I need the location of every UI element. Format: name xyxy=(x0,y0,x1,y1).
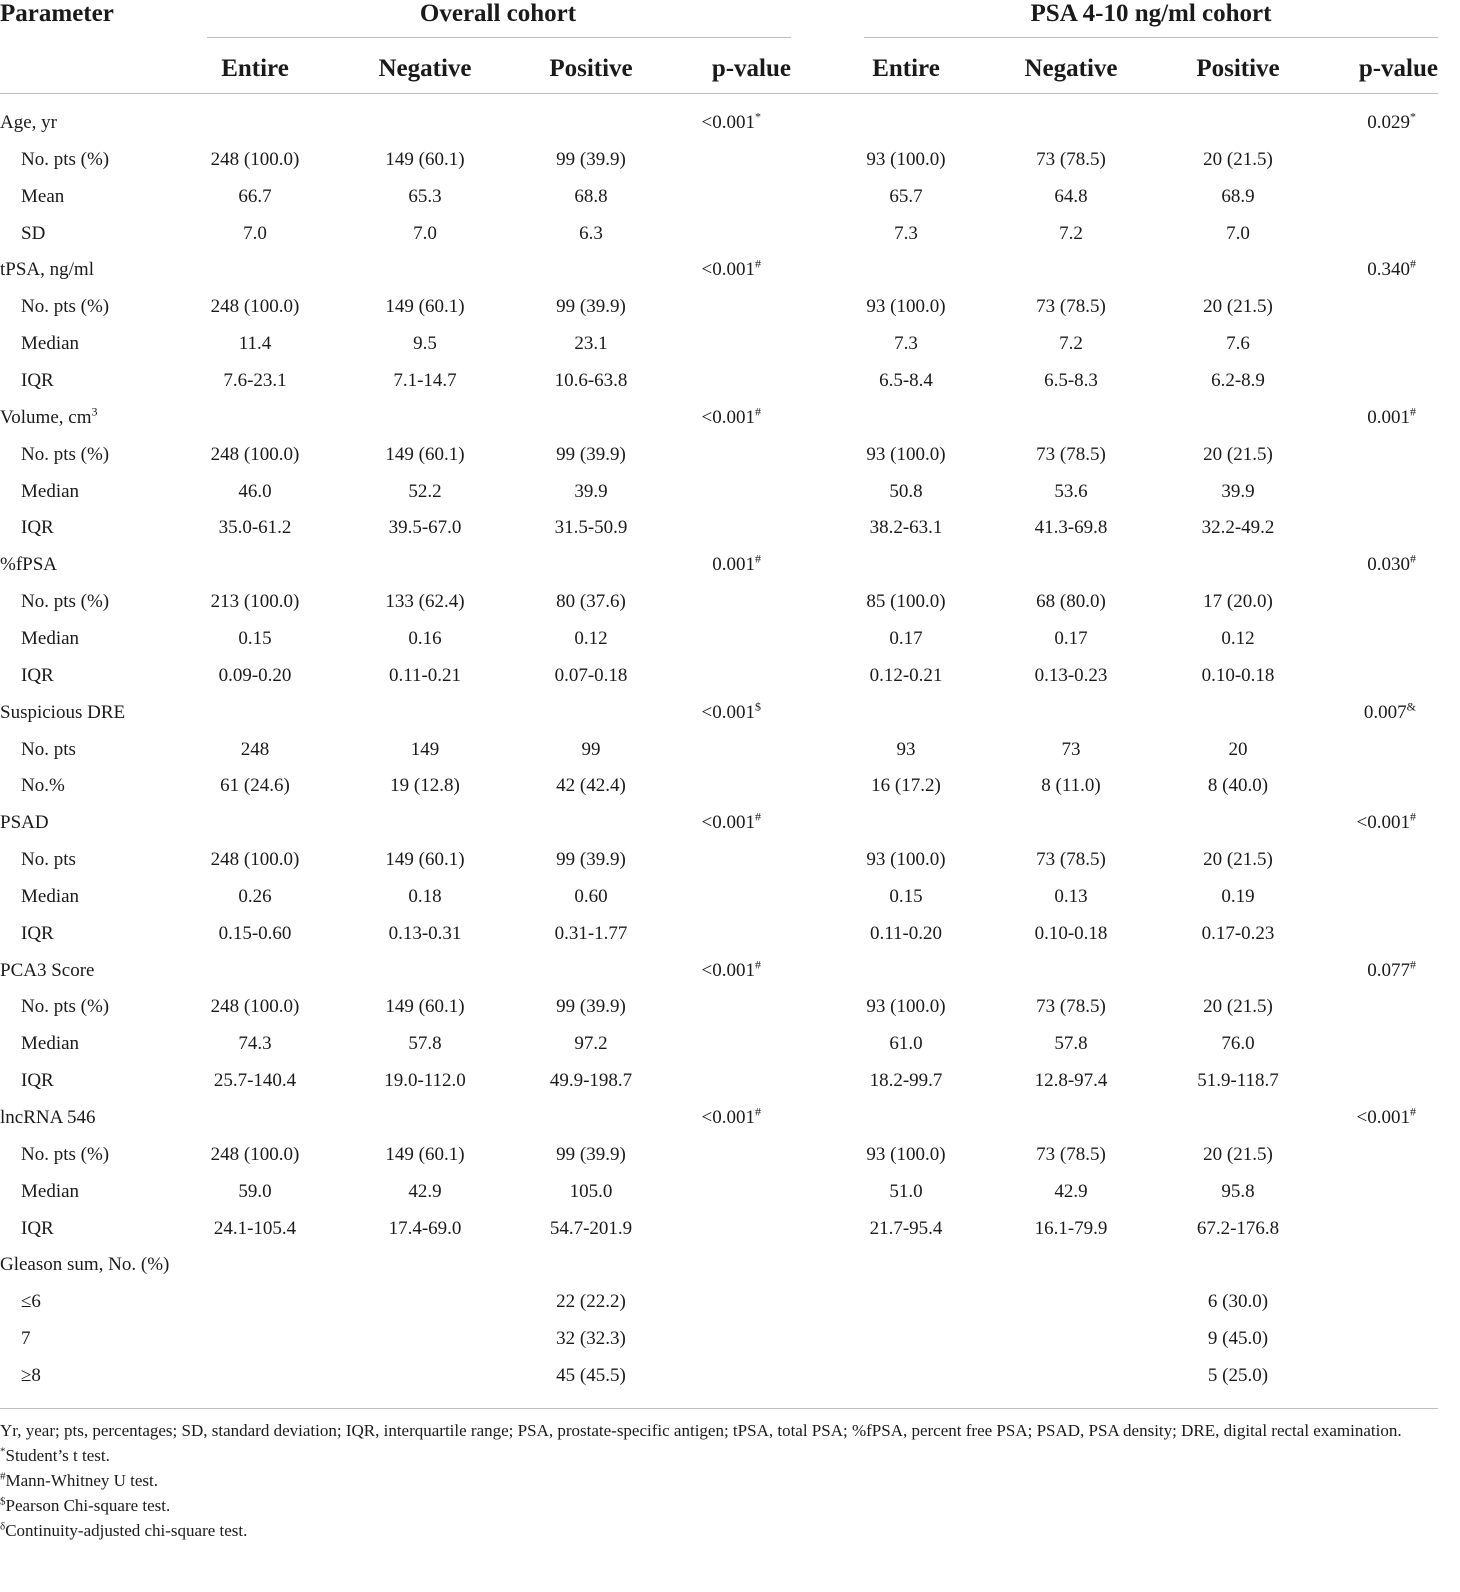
table-cell: 0.12 xyxy=(1221,627,1255,649)
table-cell: 149 (60.1) xyxy=(385,996,465,1018)
footnote-text: Continuity-adjusted chi-square test. xyxy=(5,1521,248,1540)
col-header-entire-psa: Entire xyxy=(872,55,940,82)
table-cell: 149 (60.1) xyxy=(385,1143,465,1165)
p-value-text: <0.001 xyxy=(701,112,755,133)
p-value-cell xyxy=(702,259,761,281)
table-cell: 0.13 xyxy=(1054,885,1088,907)
table-cell: 6.2-8.9 xyxy=(1211,369,1265,391)
group-underline-overall xyxy=(207,37,791,38)
row-label: No. pts (%) xyxy=(21,1143,110,1165)
table-cell: 0.13-0.23 xyxy=(1034,664,1108,686)
table-cell: 93 (100.0) xyxy=(866,148,946,170)
test-marker: * xyxy=(755,109,761,124)
test-marker: # xyxy=(1410,257,1416,272)
table-cell: 8 (11.0) xyxy=(1041,775,1101,797)
row-label: Median xyxy=(21,1033,80,1055)
table-cell: 7.6 xyxy=(1226,333,1250,355)
table-cell: 76.0 xyxy=(1221,1033,1255,1055)
row-label: No. pts (%) xyxy=(21,591,110,612)
table-cell: 7.6-23.1 xyxy=(223,369,287,391)
test-marker: # xyxy=(1410,404,1416,419)
p-value-cell xyxy=(1367,957,1416,982)
row-label: No. pts (%) xyxy=(21,996,110,1018)
p-value-cell xyxy=(1367,551,1416,576)
p-value-cell xyxy=(1356,1104,1416,1129)
table-cell: 64.8 xyxy=(1054,185,1088,207)
table-cell: 73 (78.5) xyxy=(1036,1143,1106,1165)
table-cell: 74.3 xyxy=(238,1033,272,1055)
table-cell: 20 xyxy=(1228,738,1248,760)
table-cell: 97.2 xyxy=(574,1033,608,1055)
row-label: No.% xyxy=(21,775,65,797)
table-cell: 39.9 xyxy=(574,480,608,502)
row-label: IQR xyxy=(21,1217,54,1239)
table-cell: 0.17 xyxy=(889,627,923,649)
test-marker: # xyxy=(755,957,761,972)
row-label: Median xyxy=(21,627,80,649)
row-label: IQR xyxy=(21,1070,54,1092)
table-cell: 32.2-49.2 xyxy=(1201,517,1275,539)
table-cell: 68 (80.0) xyxy=(1036,591,1106,612)
table-cell: 31.5-50.9 xyxy=(554,517,628,539)
p-value-cell xyxy=(1356,809,1416,834)
table-cell: 45 (45.5) xyxy=(556,1364,626,1386)
col-header-negative-psa: Negative xyxy=(1024,55,1118,82)
table-cell: 0.15 xyxy=(889,885,923,907)
table-cell: 0.11-0.21 xyxy=(388,664,462,686)
table-cell: 149 (60.1) xyxy=(385,148,465,170)
table-cell: 9 (45.0) xyxy=(1207,1328,1269,1349)
p-value-text: <0.001 xyxy=(1356,812,1410,834)
p-value-text: 0.029 xyxy=(1367,112,1410,133)
table-cell: 248 (100.0) xyxy=(210,443,300,465)
table-cell: 93 xyxy=(896,738,916,760)
table-cell: 65.7 xyxy=(889,185,923,207)
table-cell: 39.5-67.0 xyxy=(388,517,462,539)
table-cell: 52.2 xyxy=(408,480,442,502)
table-cell: 38.2-63.1 xyxy=(869,517,943,539)
row-label: ≤6 xyxy=(21,1291,41,1313)
row-label: IQR xyxy=(21,664,54,686)
p-value-cell xyxy=(1367,259,1416,281)
footnote xyxy=(0,1493,1445,1518)
table-cell: 32 (32.3) xyxy=(556,1328,626,1349)
footnote xyxy=(0,1418,1445,1443)
label-superscript: 3 xyxy=(91,404,98,419)
table-cell: 0.17 xyxy=(1054,627,1088,649)
col-header-p-value-psa: p-value xyxy=(1358,55,1438,82)
row-label: Median xyxy=(21,1180,80,1202)
table-cell: 54.7-201.9 xyxy=(549,1217,633,1239)
table-cell: 0.17-0.23 xyxy=(1201,922,1275,944)
row-label: Median xyxy=(21,885,80,907)
p-value-text: 0.340 xyxy=(1367,259,1410,281)
p-value-cell xyxy=(1367,404,1416,429)
row-section-label: PSAD xyxy=(0,812,49,834)
table-cell: 59.0 xyxy=(238,1180,272,1202)
table-cell: 18.2-99.7 xyxy=(869,1070,943,1092)
table-cell: 213 (100.0) xyxy=(210,591,300,612)
table-cell: 17.4-69.0 xyxy=(388,1217,462,1239)
p-value-text: 0.077 xyxy=(1367,959,1410,981)
table-cell: 61 (24.6) xyxy=(220,775,290,797)
table-cell: 24.1-105.4 xyxy=(213,1217,297,1239)
table-cell: 95.8 xyxy=(1221,1180,1255,1202)
test-marker: # xyxy=(755,809,761,824)
footnote-text: Student’s t test. xyxy=(5,1446,110,1465)
table-cell: 80 (37.6) xyxy=(556,591,626,612)
table-cell: 12.8-97.4 xyxy=(1034,1070,1108,1092)
p-value-cell xyxy=(712,551,761,576)
p-value-text: 0.001 xyxy=(1367,406,1410,428)
p-value-cell xyxy=(701,1104,761,1129)
table-cell: 248 xyxy=(240,738,270,760)
table-cell: 248 (100.0) xyxy=(210,296,300,318)
row-section-label: lncRNA 546 xyxy=(0,1107,96,1128)
p-value-text: 0.030 xyxy=(1367,554,1410,576)
row-section-label: Volume, $cm^3$ xyxy=(0,404,98,428)
table-cell: 9.5 xyxy=(413,333,437,355)
table-cell: 7.0 xyxy=(413,222,437,244)
table-cell: 0.31-1.77 xyxy=(554,922,628,944)
row-label: Mean xyxy=(21,185,65,207)
table-cell: 66.7 xyxy=(238,185,272,207)
table-cell: 16 (17.2) xyxy=(871,775,941,797)
bottom-rule xyxy=(0,1408,1438,1409)
table-cell: 99 (39.9) xyxy=(556,1143,626,1165)
table-cell: 19.0-112.0 xyxy=(384,1070,466,1092)
table-cell: 20 (21.5) xyxy=(1203,996,1273,1018)
group-underline-psa xyxy=(864,37,1438,38)
table-cell: 0.12-0.21 xyxy=(869,664,943,686)
row-label: Median xyxy=(21,333,80,355)
table-cell: 99 (39.9) xyxy=(556,296,626,318)
table-cell: 57.8 xyxy=(408,1033,442,1055)
table-cell: 68.8 xyxy=(574,185,608,207)
table-cell: 248 (100.0) xyxy=(210,849,300,870)
table-cell: 0.60 xyxy=(574,885,608,907)
table-cell: 0.11-0.20 xyxy=(869,922,943,944)
footnotes xyxy=(0,1418,1445,1543)
table-cell: 17 (20.0) xyxy=(1203,591,1273,612)
p-value-text: <0.001 xyxy=(701,1107,755,1128)
table-cell: 73 (78.5) xyxy=(1036,443,1106,465)
test-marker: $ xyxy=(755,699,761,714)
table-cell: 20 (21.5) xyxy=(1203,849,1273,870)
p-value-text: <0.001 xyxy=(701,959,755,981)
test-marker: & xyxy=(1406,699,1416,714)
table-cell: 7.3 xyxy=(894,333,918,355)
col-header-entire: Entire xyxy=(221,55,289,82)
table-cell: 7.0 xyxy=(243,222,267,244)
table-cell: 73 xyxy=(1061,738,1081,760)
row-label: No. pts (%) xyxy=(21,296,110,318)
table-cell: 0.10-0.18 xyxy=(1034,922,1108,944)
footnote xyxy=(0,1443,1445,1468)
table-cell: 7.3 xyxy=(894,222,918,244)
p-value-text: <0.001 xyxy=(701,701,755,723)
row-label: Median xyxy=(21,480,80,502)
table-cell: 0.19 xyxy=(1221,885,1255,907)
test-marker: # xyxy=(755,1104,761,1119)
row-label: 7 xyxy=(21,1328,31,1349)
table-cell: 7.2 xyxy=(1059,333,1083,355)
parameter-header: Parameter xyxy=(0,0,114,27)
table-cell: 6 (30.0) xyxy=(1207,1291,1269,1313)
row-label: No. pts xyxy=(21,849,76,870)
table-cell: 51.9-118.7 xyxy=(1197,1070,1279,1092)
table-cell: 149 (60.1) xyxy=(385,443,465,465)
footnote-symbol: # xyxy=(0,1470,6,1483)
table-cell: 0.07-0.18 xyxy=(554,664,628,686)
table-cell: 35.0-61.2 xyxy=(218,517,292,539)
table-cell: 133 (62.4) xyxy=(385,591,465,612)
row-section-label: Gleason sum, No. (%) xyxy=(0,1254,170,1276)
footnote-symbol: $ xyxy=(0,1495,6,1508)
table-cell: 0.10-0.18 xyxy=(1201,664,1275,686)
table-cell: 149 (60.1) xyxy=(385,296,465,318)
row-section-label: tPSA, ng/ml xyxy=(0,259,94,281)
table-cell: 85 (100.0) xyxy=(866,591,946,612)
col-header-positive-psa: Positive xyxy=(1196,55,1280,82)
table-cell: 248 (100.0) xyxy=(210,996,300,1018)
table-cell: 46.0 xyxy=(238,480,272,502)
table-cell: 99 xyxy=(581,738,601,760)
table-cell: 65.3 xyxy=(408,185,442,207)
table-cell: 41.3-69.8 xyxy=(1034,517,1108,539)
header-rule xyxy=(0,93,1438,94)
table-cell: 19 (12.8) xyxy=(390,775,460,797)
p-value-text: 0.001 xyxy=(712,554,755,576)
table-cell: 10.6-63.8 xyxy=(554,369,628,391)
p-value-cell xyxy=(701,699,761,724)
group-header-psa-4-10: PSA 4-10 ng/ml cohort xyxy=(1030,0,1272,27)
table-cell: 73 (78.5) xyxy=(1036,849,1106,870)
p-value-cell xyxy=(701,109,761,134)
table-cell: 93 (100.0) xyxy=(866,849,946,870)
table-cell: 99 (39.9) xyxy=(556,443,626,465)
test-marker: # xyxy=(1410,551,1416,566)
table-cell: 42.9 xyxy=(1054,1180,1088,1202)
p-value-text: 0.007 xyxy=(1363,701,1407,723)
table-cell: 20 (21.5) xyxy=(1203,1143,1273,1165)
table-cell: 22 (22.2) xyxy=(556,1291,626,1313)
table-cell: 99 (39.9) xyxy=(556,148,626,170)
table-cell: 248 (100.0) xyxy=(210,148,300,170)
row-section-label: %fPSA xyxy=(0,554,58,576)
footnote-symbol: δ xyxy=(0,1520,6,1533)
row-label: No. pts xyxy=(21,738,76,760)
table-cell: 42.9 xyxy=(408,1180,442,1202)
row-section-label: Age, yr xyxy=(0,112,57,133)
row-label: IQR xyxy=(21,517,54,539)
table-cell: 68.9 xyxy=(1221,185,1255,207)
table-cell: 7.1-14.7 xyxy=(393,369,457,391)
table-cell: 99 (39.9) xyxy=(556,996,626,1018)
test-marker: # xyxy=(1410,957,1416,972)
table-cell: 248 (100.0) xyxy=(210,1143,300,1165)
table-cell: 149 xyxy=(410,738,440,760)
table-cell: 49.9-198.7 xyxy=(549,1070,633,1092)
row-section-label: PCA3 Score xyxy=(0,959,95,981)
table-cell: 61.0 xyxy=(889,1033,923,1055)
table-cell: 6.5-8.3 xyxy=(1044,369,1098,391)
row-label: No. pts (%) xyxy=(21,443,110,465)
p-value-cell xyxy=(1363,699,1416,724)
row-section-label: Suspicious DRE xyxy=(0,701,126,723)
test-marker: # xyxy=(1410,1104,1416,1119)
p-value-cell xyxy=(701,404,761,429)
p-value-text: <0.001 xyxy=(701,406,755,428)
table-cell: 11.4 xyxy=(238,333,272,355)
table-cell: 0.12 xyxy=(574,627,608,649)
p-value-text: <0.001 xyxy=(1356,1107,1410,1128)
table-cell: 42 (42.4) xyxy=(556,775,626,797)
p-value-text: <0.001 xyxy=(701,259,755,281)
col-header-negative: Negative xyxy=(378,55,472,82)
table-cell: 0.15 xyxy=(238,627,272,649)
p-value-text: <0.001 xyxy=(701,812,755,834)
row-label: ≥8 xyxy=(21,1364,41,1386)
table-cell: 25.7-140.4 xyxy=(213,1070,297,1092)
test-marker: * xyxy=(1410,109,1416,124)
test-marker: # xyxy=(1410,809,1416,824)
table-cell: 6.3 xyxy=(579,222,603,244)
row-label: SD xyxy=(21,222,46,244)
table-cell: 5 (25.0) xyxy=(1207,1364,1269,1386)
footnote-text: Yr, year; pts, percentages; SD, standard deviation; IQR, interquartile range; PSA, prostate-specific antigen; tPSA, total PSA; %fPSA, percent free PSA; PSAD, PSA density; DRE, digital rectal examination. xyxy=(0,1421,1402,1440)
table-cell: 20 (21.5) xyxy=(1203,443,1273,465)
p-value-cell xyxy=(1367,109,1416,134)
table-cell: 93 (100.0) xyxy=(866,996,946,1018)
table-cell: 51.0 xyxy=(889,1180,923,1202)
table-cell: 93 (100.0) xyxy=(866,1143,946,1165)
table-cell: 7.2 xyxy=(1059,222,1083,244)
test-marker: # xyxy=(755,551,761,566)
table-cell: 53.6 xyxy=(1054,480,1088,502)
row-label: IQR xyxy=(21,369,54,391)
row-label: IQR xyxy=(21,922,54,944)
table-cell: 73 (78.5) xyxy=(1036,296,1106,318)
table-cell: 0.18 xyxy=(408,885,442,907)
table-cell: 23.1 xyxy=(574,333,608,355)
table-cell: 93 (100.0) xyxy=(866,443,946,465)
table-cell: 20 (21.5) xyxy=(1203,296,1273,318)
table-cell: 0.15-0.60 xyxy=(218,922,292,944)
footnote xyxy=(0,1518,1445,1543)
table-cell: 57.8 xyxy=(1054,1033,1088,1055)
table-cell: 0.16 xyxy=(408,627,442,649)
table-cell: 99 (39.9) xyxy=(556,849,626,870)
p-value-cell xyxy=(701,957,761,982)
table-cell: 8 (40.0) xyxy=(1207,775,1269,797)
table-cell: 149 (60.1) xyxy=(385,849,465,870)
table-cell: 105.0 xyxy=(569,1180,613,1202)
table-cell: 0.13-0.31 xyxy=(388,922,462,944)
table-cell: 16.1-79.9 xyxy=(1034,1217,1108,1239)
table-cell: 0.09-0.20 xyxy=(218,664,292,686)
table-cell: 0.26 xyxy=(238,885,272,907)
col-header-positive: Positive xyxy=(549,55,633,82)
table-cell: 6.5-8.4 xyxy=(879,369,933,391)
footnote-text: Mann-Whitney U test. xyxy=(5,1471,158,1490)
test-marker: # xyxy=(755,404,761,419)
row-label: No. pts (%) xyxy=(21,148,110,170)
table-cell: 73 (78.5) xyxy=(1036,148,1106,170)
table-cell: 20 (21.5) xyxy=(1203,148,1273,170)
table-cell: 93 (100.0) xyxy=(866,296,946,318)
test-marker: # xyxy=(755,257,761,272)
group-header-overall: Overall cohort xyxy=(419,0,577,27)
table-cell: 21.7-95.4 xyxy=(869,1217,943,1239)
table-cell: 73 (78.5) xyxy=(1036,996,1106,1018)
table-cell: 7.0 xyxy=(1226,222,1250,244)
p-value-cell xyxy=(701,809,761,834)
col-header-p-value: p-value xyxy=(711,55,791,82)
table-cell: 50.8 xyxy=(889,480,923,502)
footnote xyxy=(0,1468,1445,1493)
table-cell: 39.9 xyxy=(1221,480,1255,502)
footnote-symbol: * xyxy=(0,1445,6,1458)
footnote-text: Pearson Chi-square test. xyxy=(5,1496,171,1515)
table-cell: 67.2-176.8 xyxy=(1196,1217,1280,1239)
